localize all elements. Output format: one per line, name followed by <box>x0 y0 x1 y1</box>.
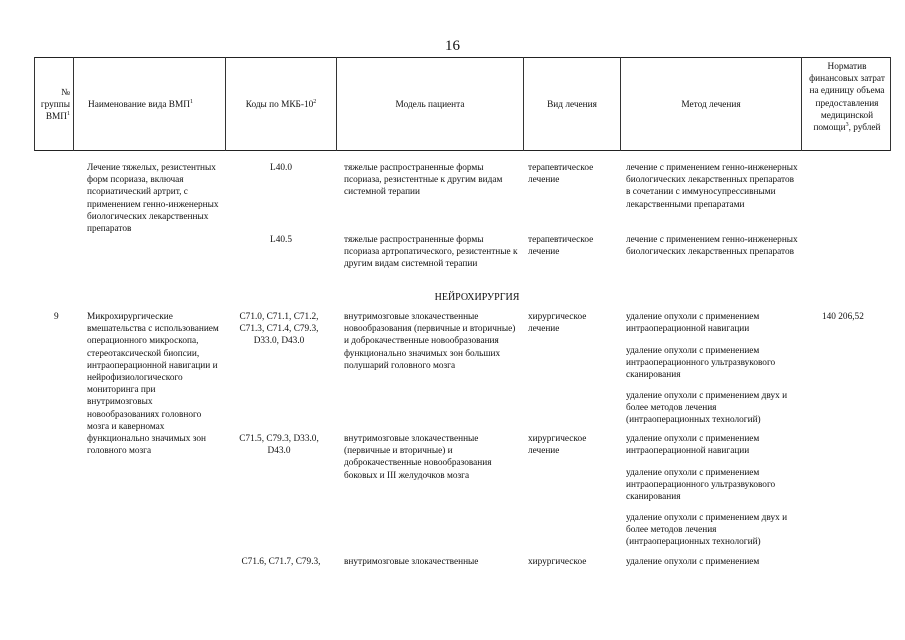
row-method: удаление опухоли с применением <box>626 557 760 567</box>
header-method: Метод лечения <box>681 100 741 110</box>
row-method: удаление опухоли с применением интраоперационной навигации <box>626 312 760 335</box>
header-norm: Норматив финансовых затрат на единицу объема предоставления медицинской помощи$^3$, рублей <box>809 62 885 134</box>
row-model: внутримозговые злокачественные (первичные и вторичные) и доброкачественные новообразования боковых и III желудочков мозга <box>344 434 492 481</box>
row-treatment-type: хирургическое <box>528 557 587 567</box>
col-divider <box>801 57 802 151</box>
norm-value: 140 206,52 <box>822 312 864 322</box>
row-treatment-type: хирургическое лечение <box>528 434 587 457</box>
row-method: удаление опухоли с применением двух и более методов лечения (интраоперационных технологий) <box>626 513 788 548</box>
row-treatment-type: хирургическое лечение <box>528 312 587 335</box>
table-top-rule <box>34 57 891 58</box>
row-method: удаление опухоли с применением интраоперационного ультразвукового сканирования <box>626 468 776 503</box>
row-method: удаление опухоли с применением интраоперационного ультразвукового сканирования <box>626 346 776 381</box>
row-codes: C71.5, C79.3, D33.0, D43.0 <box>239 434 319 457</box>
col-divider <box>890 57 891 151</box>
row-treatment-type: терапевтическое лечение <box>528 235 594 258</box>
table-header-bottom-rule <box>34 150 891 151</box>
row-codes: L40.5 <box>270 235 292 245</box>
row-model: внутримозговые злокачественные <box>344 557 479 567</box>
row-codes: L40.0 <box>270 163 292 173</box>
header-group-number: № группы ВМП$^1$ <box>40 88 70 123</box>
col-divider <box>34 57 35 151</box>
row-method: лечение с применением генно-инженерных биологических лекарственных препаратов в сочетании с иммуносупрессивными лекарственными препаратами <box>626 163 798 210</box>
group-name: Микрохирургические вмешательства с использованием операционного микроскопа, стереотаксической биопсии, интраоперационной навигации и нейрофизиологического мониторинга при внутримозговых новообразованиях головного мозга и каверномах функционально значимых зон головного мозга <box>87 312 219 457</box>
row-model: тяжелые распространенные формы псориаза артропатического, резистентные к другим видам системной терапии <box>344 235 518 270</box>
row-method: удаление опухоли с применением интраоперационной навигации <box>626 434 760 457</box>
row-model: тяжелые распространенные формы псориаза, резистентные к другим видам системной терапии <box>344 163 503 198</box>
header-model: Модель пациента <box>395 100 465 110</box>
row-codes: C71.6, C71.7, C79.3, <box>241 557 321 567</box>
row-name: Лечение тяжелых, резистентных форм псориаза, включая псориатический артрит, с применением генно-инженерных биологических лекарственных препаратов <box>87 163 219 235</box>
group-number: 9 <box>54 312 59 322</box>
section-title: НЕЙРОХИРУРГИЯ <box>434 292 520 303</box>
row-method: лечение с применением генно-инженерных биологических лекарственных препаратов <box>626 235 798 258</box>
row-model: внутримозговые злокачественные новообразования (первичные и вторичные) и доброкачественные новообразования функционально значимых зон больших полушарий головного мозга <box>344 312 516 371</box>
header-name: Наименование вида ВМП$^1$ <box>88 98 193 110</box>
header-codes: Коды по МКБ-$10^2$ <box>245 98 317 110</box>
row-codes: C71.0, C71.1, C71.2, C71.3, C71.4, C79.3, D33.0, D43.0 <box>239 312 319 347</box>
row-method: удаление опухоли с применением двух и более методов лечения (интраоперационных технологий) <box>626 391 788 426</box>
header-treatment-type: Вид лечения <box>547 100 597 110</box>
row-treatment-type: терапевтическое лечение <box>528 163 594 186</box>
col-divider <box>73 57 74 151</box>
page-number: 16 <box>445 38 460 54</box>
